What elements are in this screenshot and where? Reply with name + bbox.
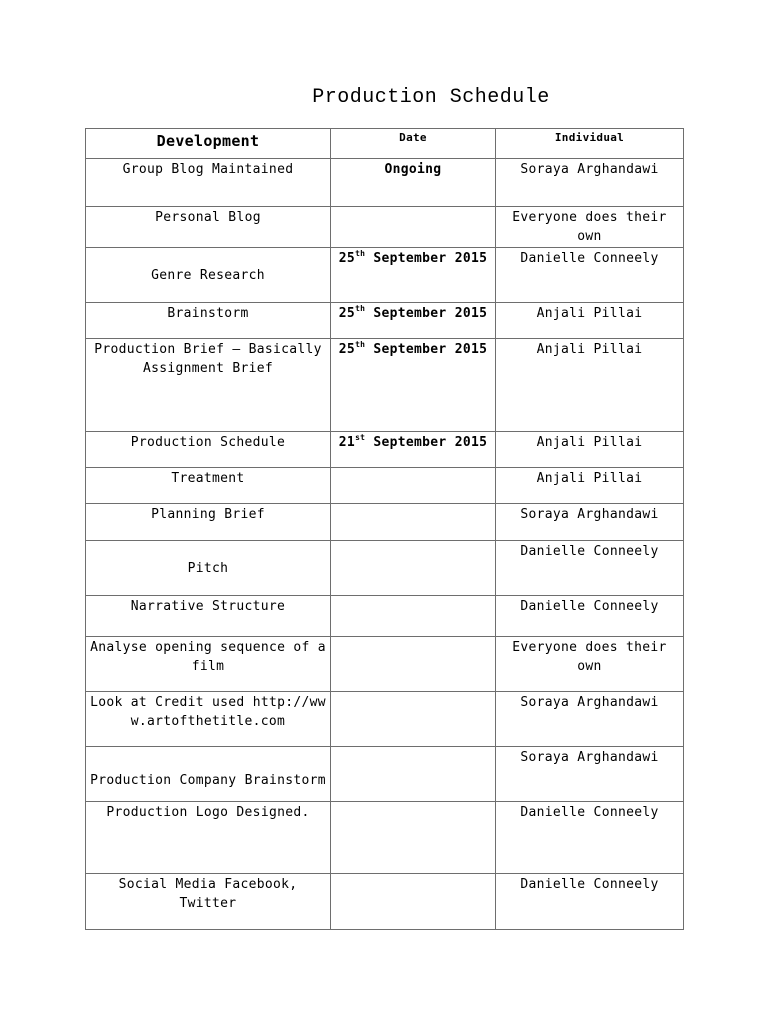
table-row [86,339,684,432]
task-cell: Social Media Facebook, Twitter [86,874,331,930]
table-row [86,637,684,692]
date-cell [331,339,496,432]
task-cell: Look at Credit used http://www.artofthetitle.com [86,692,331,747]
task-cell: Analyse opening sequence of a film [86,637,331,692]
individual-cell: Everyone does their own [496,207,684,248]
date-cell [331,504,496,541]
task-cell: Personal Blog [86,207,331,248]
date-cell [331,874,496,930]
table-row [86,248,684,303]
document-title: Production Schedule [312,86,550,109]
date-rest: September 2015 [365,306,488,321]
date-suffix: st [355,432,366,442]
date-cell [331,802,496,874]
task-cell: Pitch [86,541,331,596]
task-cell: Group Blog Maintained [86,159,331,207]
individual-cell: Danielle Conneely [496,874,684,930]
table-row [86,303,684,339]
individual-cell: Soraya Arghandawi [496,159,684,207]
individual-cell: Anjali Pillai [496,468,684,504]
date-cell [331,596,496,637]
header-date: Date [331,129,496,159]
table-row [86,692,684,747]
table-row [86,432,684,468]
table-row [86,207,684,248]
task-cell: Production Schedule [86,432,331,468]
date-rest: September 2015 [365,342,488,357]
date-cell: Ongoing [331,159,496,207]
individual-cell: Danielle Conneely [496,541,684,596]
date-cell [331,248,496,303]
date-cell [331,637,496,692]
task-cell: Genre Research [86,248,331,303]
table-row [86,802,684,874]
schedule-table [85,128,684,930]
date-cell [331,747,496,802]
task-cell: Production Logo Designed. [86,802,331,874]
table-row [86,874,684,930]
individual-cell: Soraya Arghandawi [496,747,684,802]
individual-cell: Anjali Pillai [496,339,684,432]
date-day: 25 [338,306,356,321]
date-cell [331,432,496,468]
individual-cell: Danielle Conneely [496,596,684,637]
date-cell [331,541,496,596]
task-cell: Production Company Brainstorm [86,747,331,802]
individual-cell: Danielle Conneely [496,802,684,874]
individual-cell: Danielle Conneely [496,248,684,303]
date-suffix: th [355,303,366,313]
date-rest: September 2015 [365,251,488,266]
table-row [86,596,684,637]
task-cell: Narrative Structure [86,596,331,637]
task-cell: Planning Brief [86,504,331,541]
individual-cell: Everyone does their own [496,637,684,692]
individual-cell: Anjali Pillai [496,432,684,468]
table-row [86,747,684,802]
task-cell: Brainstorm [86,303,331,339]
table-header-row [86,129,684,159]
date-day: 21 [338,435,356,450]
date-suffix: th [355,248,366,258]
task-cell: Production Brief – Basically Assignment Brief [86,339,331,432]
date-cell [331,468,496,504]
task-cell: Treatment [86,468,331,504]
date-cell [331,207,496,248]
table-row [86,541,684,596]
date-suffix: th [355,339,366,349]
header-individual: Individual [496,129,684,159]
table-row [86,504,684,541]
header-development: Development [86,129,331,159]
date-cell [331,692,496,747]
date-day: 25 [338,342,356,357]
date-cell [331,303,496,339]
individual-cell: Anjali Pillai [496,303,684,339]
table-row [86,159,684,207]
date-rest: September 2015 [365,435,488,450]
table-row [86,468,684,504]
individual-cell: Soraya Arghandawi [496,692,684,747]
individual-cell: Soraya Arghandawi [496,504,684,541]
date-day: 25 [338,251,356,266]
